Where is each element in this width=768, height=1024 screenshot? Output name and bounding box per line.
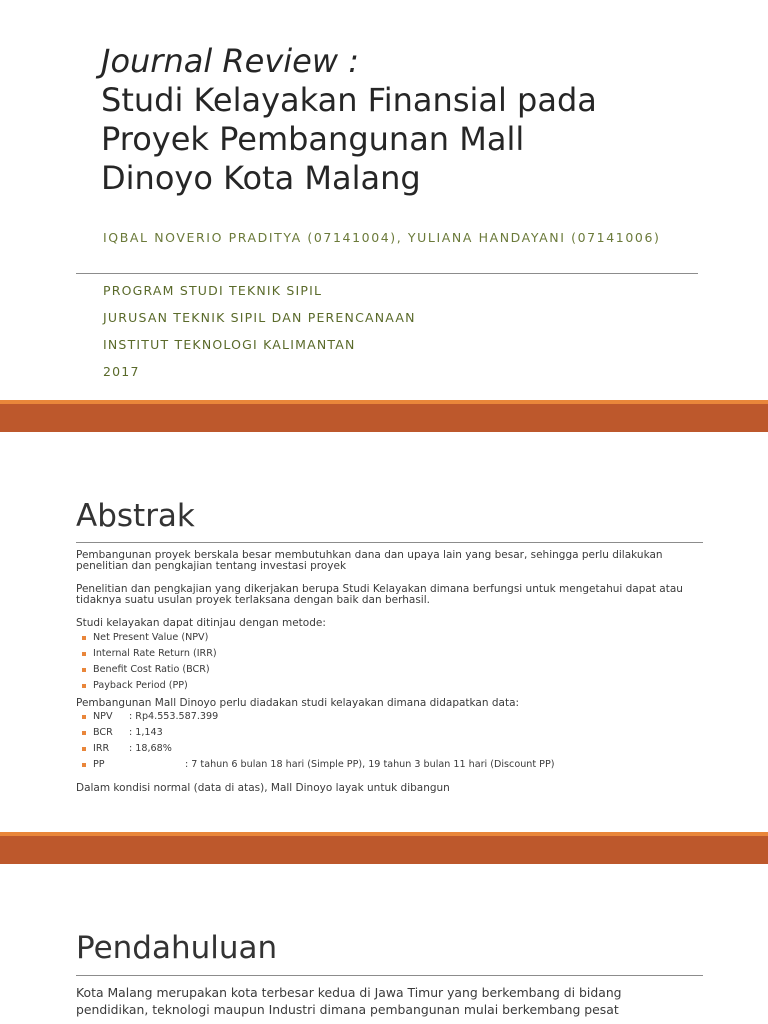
bullet-icon	[82, 652, 86, 656]
department: JURUSAN TEKNIK SIPIL DAN PERENCANAAN	[103, 310, 416, 325]
slide-pendahuluan	[0, 864, 768, 1024]
list-item	[76, 709, 696, 725]
data-key-pp: PP	[93, 759, 105, 770]
list-item	[76, 662, 696, 678]
data-key-npv: NPV	[93, 711, 113, 722]
title-journal-review: Journal Review :	[101, 42, 359, 80]
methods-intro: Studi kelayakan dapat ditinjau dengan metode:	[76, 617, 326, 629]
year: 2017	[103, 364, 140, 379]
institute: INSTITUT TEKNOLOGI KALIMANTAN	[103, 337, 356, 352]
bullet-icon	[82, 636, 86, 640]
program-study: PROGRAM STUDI TEKNIK SIPIL	[103, 283, 323, 298]
title-line-3: Dinoyo Kota Malang	[101, 159, 421, 197]
data-list	[76, 709, 696, 773]
list-item	[76, 725, 696, 741]
authors: IQBAL NOVERIO PRADITYA (07141004), YULIANA HANDAYANI (07141006)	[103, 230, 661, 245]
abstrak-body	[76, 550, 696, 794]
method-bcr: Benefit Cost Ratio (BCR)	[93, 664, 210, 675]
abstrak-para-1: Pembangunan proyek berskala besar membutuhkan dana dan upaya lain yang besar, sehingga perlu dilakukan penelitian dan pengkajian tentang investasi proyek	[76, 549, 663, 572]
data-key-irr: IRR	[93, 743, 110, 754]
list-item	[76, 757, 696, 773]
conclusion: Dalam kondisi normal (data di atas), Mall Dinoyo layak untuk dibangun	[76, 782, 450, 794]
data-intro: Pembangunan Mall Dinoyo perlu diadakan studi kelayakan dimana didapatkan data:	[76, 697, 520, 709]
band-accent	[0, 832, 768, 836]
heading-underline	[76, 975, 703, 976]
slide-separator-band	[0, 400, 768, 432]
heading-underline	[76, 542, 703, 543]
heading-abstrak: Abstrak	[76, 498, 195, 534]
data-value-bcr: : 1,143	[129, 727, 163, 738]
bullet-icon	[82, 684, 86, 688]
slide-title	[0, 0, 768, 400]
data-value-npv: : Rp4.553.587.399	[129, 711, 219, 722]
list-item	[76, 741, 696, 757]
method-npv: Net Present Value (NPV)	[93, 632, 209, 643]
bullet-icon	[82, 715, 86, 719]
data-value-irr: : 18,68%	[129, 743, 172, 754]
bullet-icon	[82, 763, 86, 767]
institution-block	[103, 283, 416, 391]
title-line-2: Proyek Pembangunan Mall	[101, 120, 525, 158]
bullet-icon	[82, 668, 86, 672]
list-item	[76, 678, 696, 694]
data-key-bcr: BCR	[93, 727, 113, 738]
pendahuluan-para-1: Kota Malang merupakan kota terbesar kedua di Jawa Timur yang berkembang di bidang pendidikan, teknologi maupun Industri dimana pembangunan mulai berkembang pesat	[76, 985, 622, 1017]
bullet-icon	[82, 747, 86, 751]
slide-separator-band	[0, 832, 768, 864]
heading-pendahuluan: Pendahuluan	[76, 930, 278, 966]
slide-title-text	[101, 42, 721, 198]
methods-list	[76, 630, 696, 694]
bullet-icon	[82, 731, 86, 735]
list-item	[76, 630, 696, 646]
data-value-pp: : 7 tahun 6 bulan 18 hari (Simple PP), 19 tahun 3 bulan 11 hari (Discount PP)	[185, 759, 555, 770]
abstrak-para-2: Penelitian dan pengkajian yang dikerjakan berupa Studi Kelayakan dimana berfungsi untuk mengetahui dapat atau tidaknya suatu usulan proyek terlaksana dengan baik dan berhasil.	[76, 583, 683, 606]
divider	[76, 273, 698, 274]
slide-abstrak	[0, 432, 768, 832]
title-line-1: Studi Kelayakan Finansial pada	[101, 81, 597, 119]
method-irr: Internal Rate Return (IRR)	[93, 648, 217, 659]
band-accent	[0, 400, 768, 404]
method-pp: Payback Period (PP)	[93, 680, 188, 691]
list-item	[76, 646, 696, 662]
